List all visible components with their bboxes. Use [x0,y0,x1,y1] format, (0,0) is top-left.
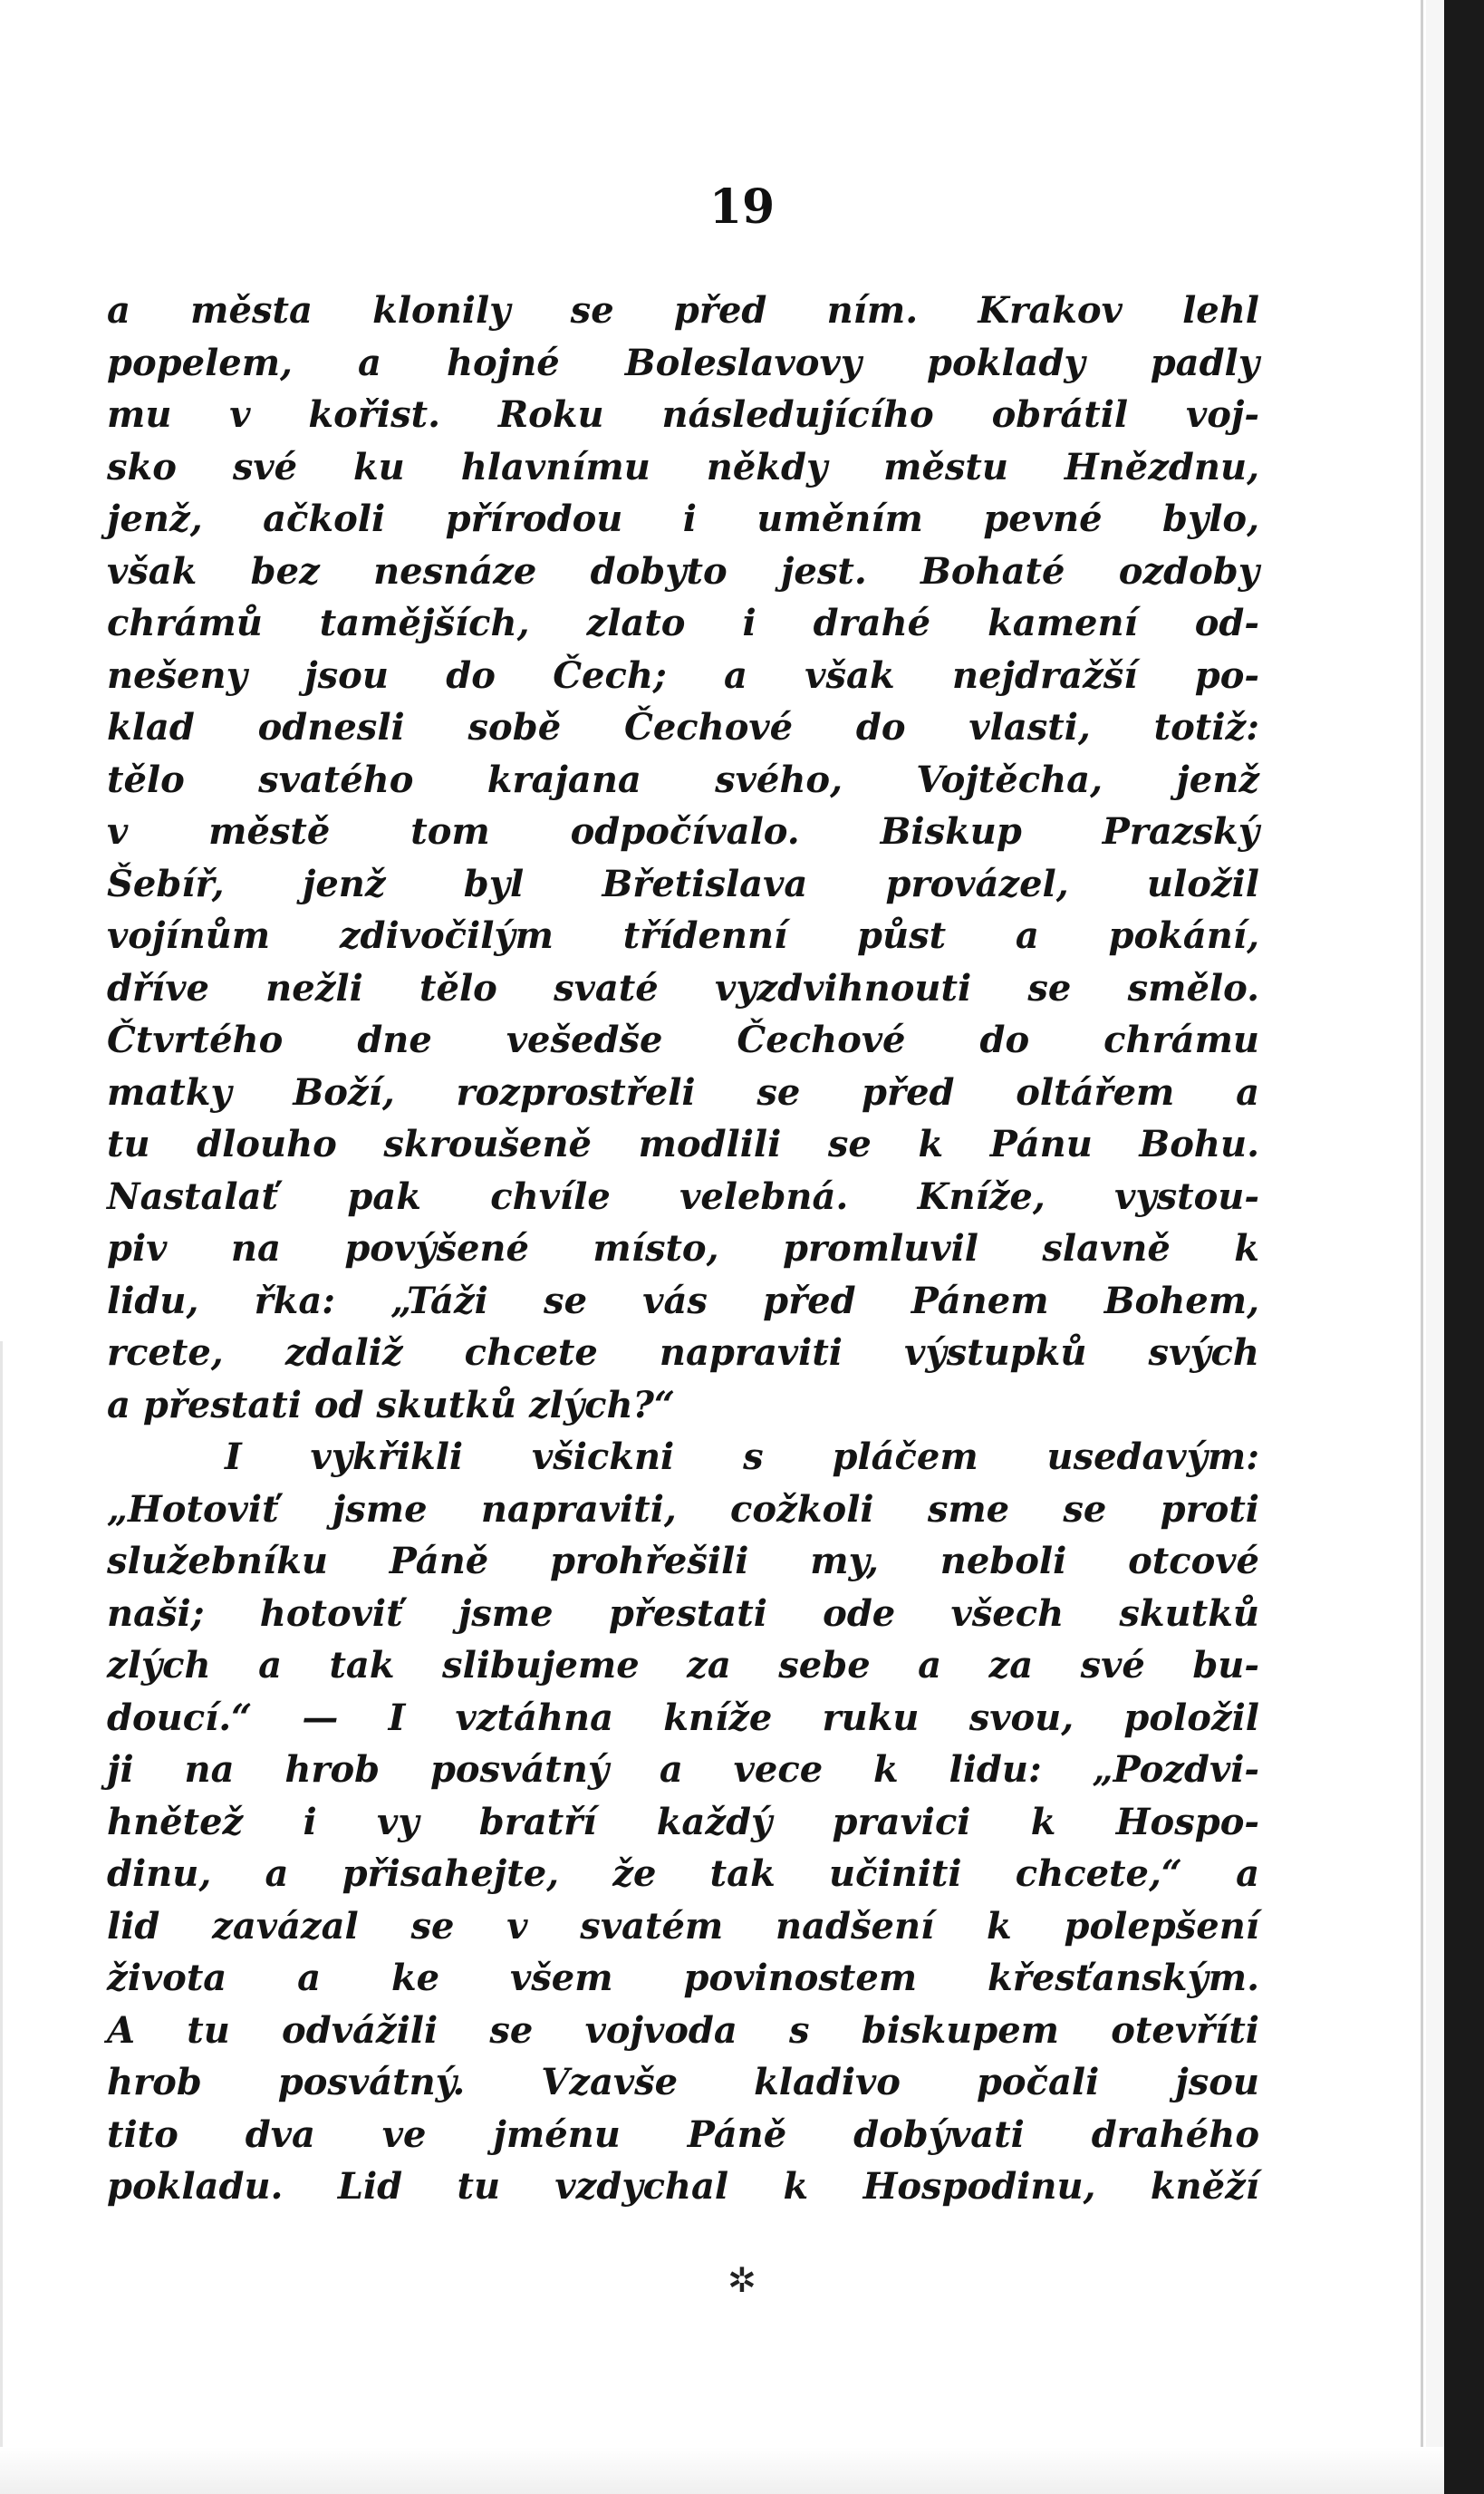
text-line: dinu, a přisahejte, že tak učiniti chcete,“ a [107,1852,1259,1895]
text-line: zlých a tak slibujeme za sebe a za své bu- [107,1644,1259,1687]
text-line: a přestati od skutků zlých?“ [107,1383,675,1426]
text-line: piv na povýšené místo, promluvil slavně k [107,1227,1259,1270]
text-line: Nastalať pak chvíle velebná. Kníže, vystou- [107,1174,1259,1218]
page-bottom-shade [0,2447,1444,2494]
signature-mark: ✲ [728,2260,756,2300]
text-line: popelem, a hojné Boleslavovy poklady padly [107,341,1259,384]
text-line: tělo svatého krajana svého, Vojtěcha, jenž [107,758,1259,801]
text-line: chrámů tamějších, zlato i drahé kamení od- [107,602,1259,644]
text-line: A tu odvážili se vojvoda s biskupem otevříti [107,2008,1259,2052]
text-line: sko své ku hlavnímu někdy městu Hnězdnu, [107,445,1259,488]
page-binding-edge [1444,0,1484,2494]
text-line: však bez nesnáze dobyto jest. Bohaté ozdoby [107,549,1259,593]
text-line: dříve nežli tělo svaté vyzdvihnouti se smělo. [107,966,1259,1010]
page-edge-gap [1426,0,1444,2494]
page-edge-line [1421,0,1423,2494]
text-line: matky Boží, rozprostřeli se před oltářem a [107,1070,1259,1114]
text-line: doucí.“ — I vztáhna kníže ruku svou, položil [107,1696,1259,1739]
text-line: lidu, řka: „Táži se vás před Pánem Bohem, [107,1279,1259,1322]
text-line: mu v kořist. Roku následujícího obrátil voj- [107,393,1259,436]
text-line: ji na hrob posvátný a vece k lidu: „Pozdvi- [107,1748,1259,1791]
body-text [107,285,1259,2213]
text-line: „Hotoviť jsme napraviti, cožkoli sme se proti [107,1487,1259,1531]
text-line: v městě tom odpočívalo. Biskup Prazský [107,810,1259,853]
text-line: nešeny jsou do Čech; a však nejdražší po- [107,653,1259,697]
text-line: a města klonily se před ním. Krakov lehl [107,289,1259,332]
page-edge-left [0,1341,3,2494]
text-line: naši; hotoviť jsme přestati ode všech skutků [107,1591,1259,1635]
text-line: života a ke všem povinostem křesťanským. [107,1957,1259,1999]
text-line: klad odnesli sobě Čechové do vlasti, totiž: [107,706,1259,749]
text-line: jenž, ačkoli přírodou i uměním pevné bylo, [107,498,1259,540]
text-line: hnětež i vy bratří každý pravici k Hospo- [107,1800,1259,1843]
text-line: rcete, zdaliž chcete napraviti výstupků svých [107,1331,1259,1374]
page-number: 19 [708,179,776,235]
text-line: Šebíř, jenž byl Břetislava provázel, uložil [107,862,1259,905]
text-line: služebníku Páně prohřešili my, neboli otcové [107,1540,1259,1582]
text-line: pokladu. Lid tu vzdychal k Hospodinu, kněží [107,2165,1259,2208]
text-line: tito dva ve jménu Páně dobývati drahého [107,2112,1259,2156]
text-line: lid zavázal se v svatém nadšení k polepšení [107,1904,1259,1948]
text-line: Čtvrtého dne vešedše Čechové do chrámu [107,1019,1259,1061]
text-line: I vykřikli všickni s pláčem usedavým: [225,1436,1259,1478]
text-line: vojínům zdivočilým třídenní půst a pokání, [107,914,1259,957]
text-line: hrob posvátný. Vzavše kladivo počali jsou [107,2061,1259,2103]
text-line: tu dlouho skroušeně modlili se k Pánu Bohu. [107,1123,1259,1165]
